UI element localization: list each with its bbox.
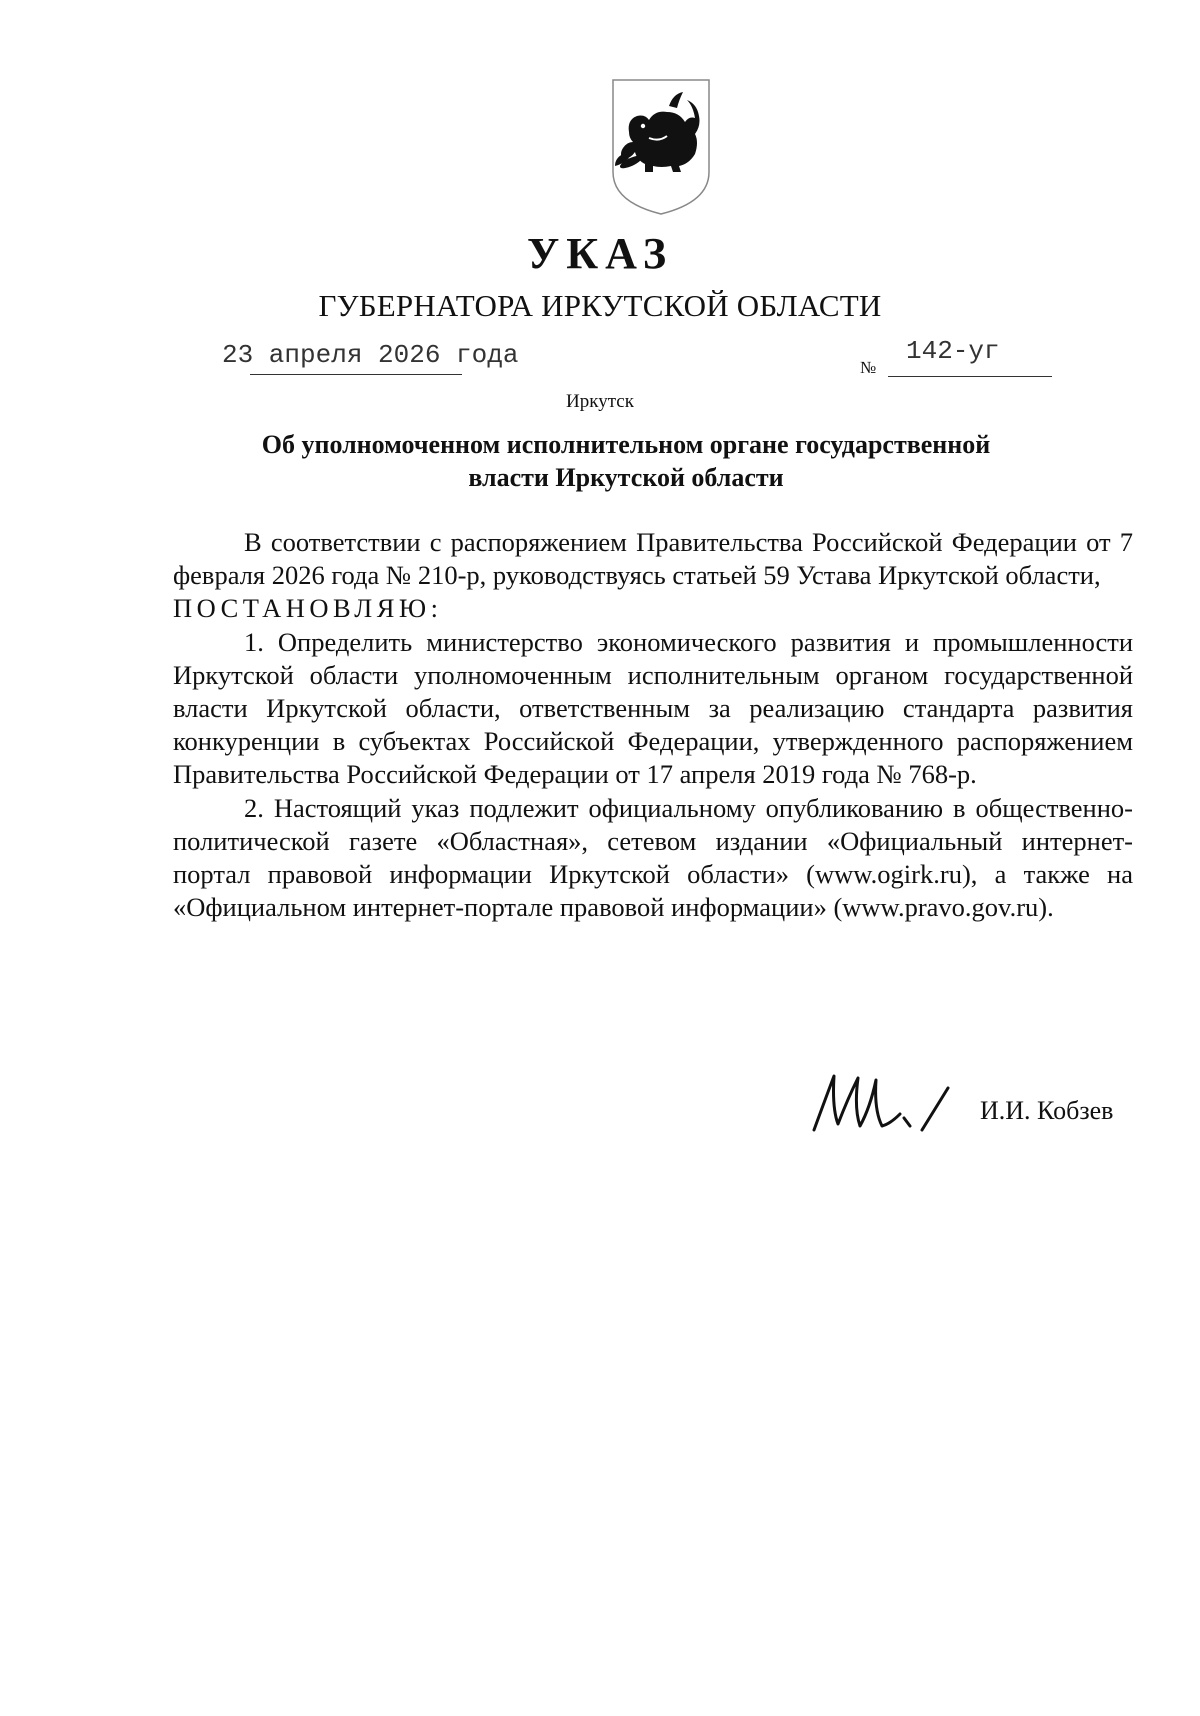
handwritten-signature-icon — [808, 1068, 958, 1138]
signer-name: И.И. Кобзев — [980, 1096, 1114, 1125]
decree-subject — [200, 428, 1052, 494]
subject-line-2: власти Иркутской области — [468, 463, 784, 492]
issue-city: Иркутск — [566, 391, 634, 412]
issuing-authority: ГУБЕРНАТОРА ИРКУТСКОЙ ОБЛАСТИ — [318, 288, 882, 323]
decree-number: 142-уг — [906, 336, 1000, 366]
preamble-paragraph: В соответствии с распоряжением Правительства Российской Федерации от 7 февраля 2026 года № 210-р, руководствуясь статьей 59 Устава Иркутской области, — [173, 527, 1133, 591]
document-type-title: УКАЗ — [526, 229, 674, 278]
coat-of-arms-icon — [609, 76, 713, 218]
number-underline — [888, 376, 1052, 377]
decree-body — [173, 526, 1133, 924]
decree-word: ПОСТАНОВЛЯЮ: — [173, 593, 443, 624]
subject-line-1: Об уполномоченном исполнительном органе государственной — [261, 430, 991, 459]
date-underline — [250, 374, 462, 375]
decree-date: 23 апреля 2026 года — [222, 340, 519, 370]
item-2-paragraph: 2. Настоящий указ подлежит официальному опубликованию в общественно-политической газете «Областная», сетевом издании «Официальный интернет-портал правовой информации Иркутской области» (www.ogirk.ru), а также на «Официальном интернет-портале правовой информации» (www.pravo.gov.ru). — [173, 792, 1133, 923]
item-1-paragraph: 1. Определить министерство экономического развития и промышленности Иркутской области уполномоченным исполнительным органом государственной власти Иркутской области, ответственным за реализацию стандарта развития конкуренции в субъектах Российской Федерации, утвержденного распоряжением Правительства Российской Федерации от 17 апреля 2019 года № 768-р. — [173, 626, 1133, 790]
number-sign: № — [860, 358, 877, 377]
